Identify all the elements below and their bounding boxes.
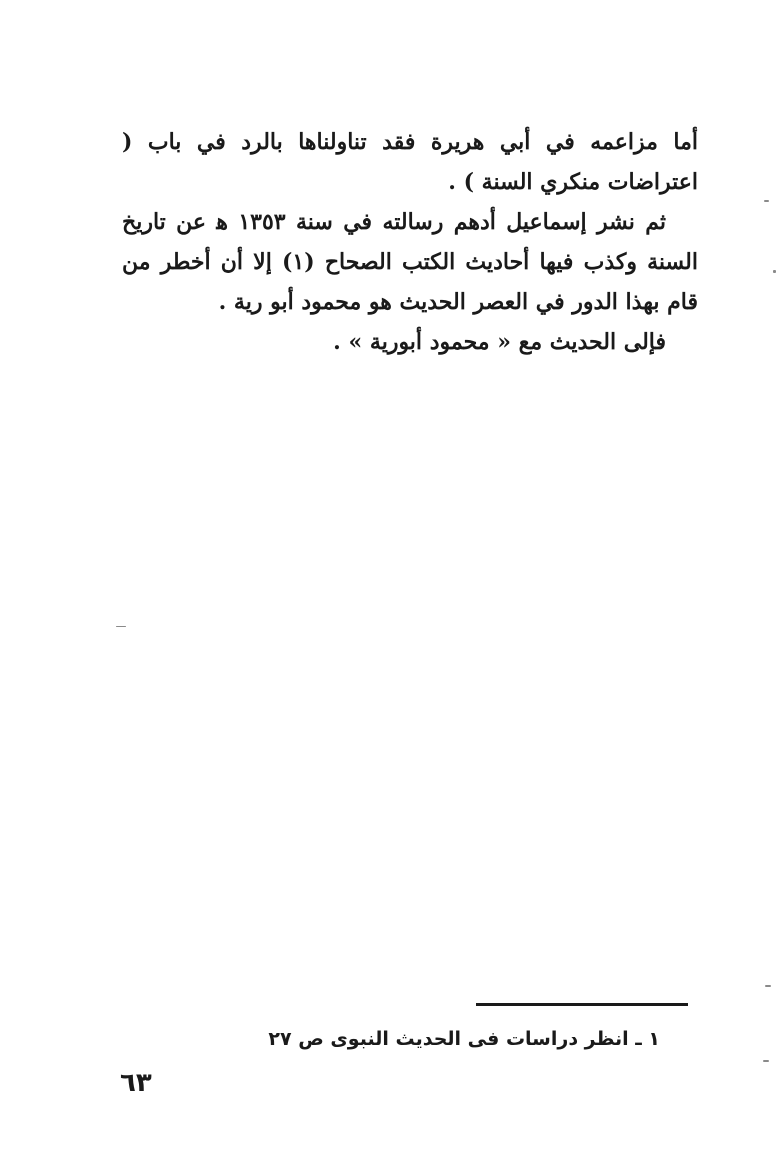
scan-speck [764,200,769,202]
scan-speck [773,270,776,273]
paragraph-3: فإلى الحديث مع « محمود أبورية » . [333,329,666,355]
scan-speck [116,626,126,627]
page-number: ٦٣ [120,1068,152,1098]
paragraph-2: ثم نشر إسماعيل أدهم رسالته في سنة ١٣٥٣ ﻫ عن تاريخ السنة وكذب فيها أحاديث الكتب الصحاح (١) إلا أن أخطر من قام بهذا الدور في العصر الحديث هو محمود أبو رية . [122,209,698,315]
main-text [122,122,698,362]
scan-speck [765,985,771,987]
paragraph-1: أما مزاعمه في أبي هريرة فقد تناولناها بالرد في باب ( اعتراضات منكري السنة ) . [122,129,698,195]
scan-speck [763,1060,769,1062]
footnote-text: ١ ـ انظر دراسات فى الحديث النبوى ص ٢٧ [268,1028,660,1050]
footnote-divider [476,1003,688,1006]
